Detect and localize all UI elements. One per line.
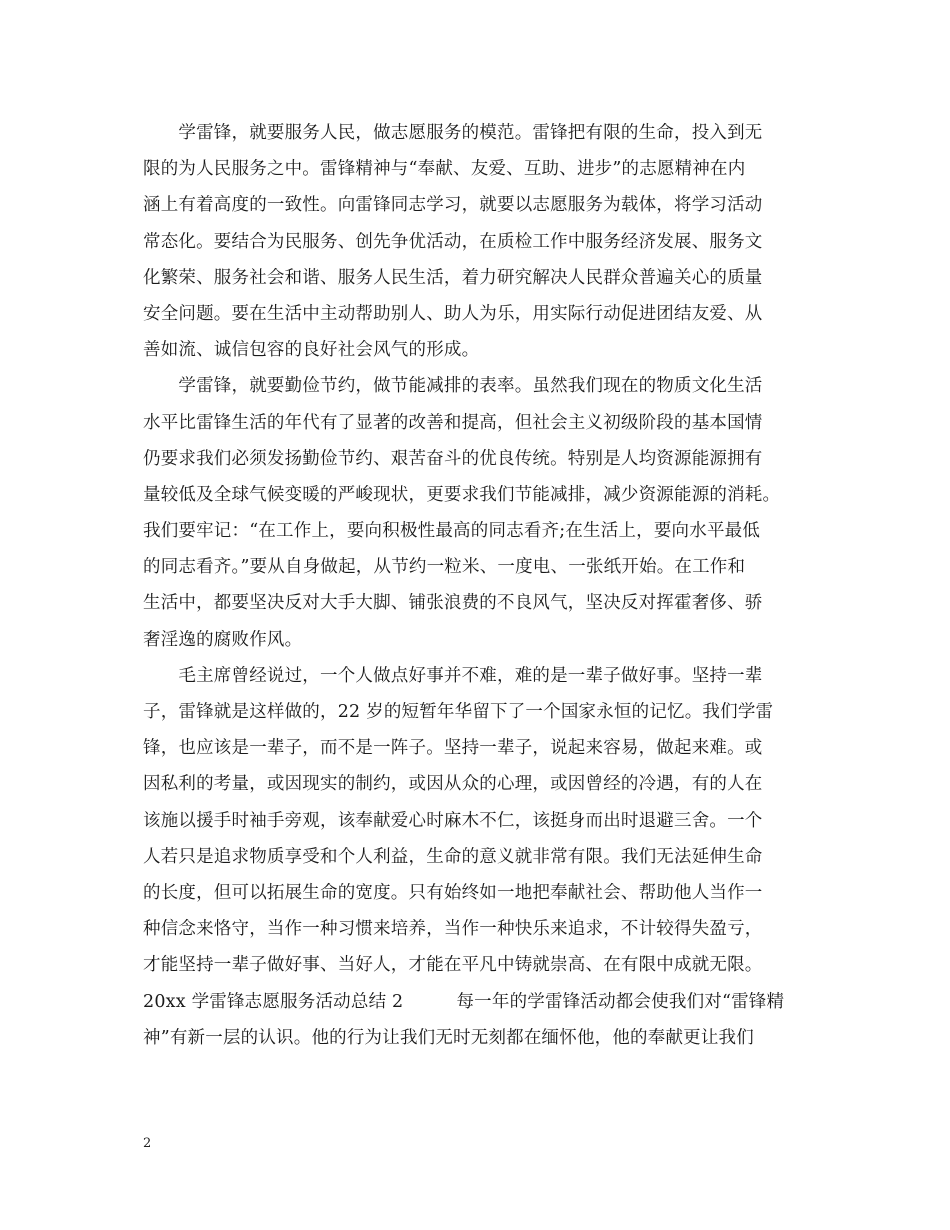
text-line: 涵上有着高度的一致性。向雷锋同志学习，就要以志愿服务为载体，将学习活动 [143,195,763,216]
text-line: 该施以援手时袖手旁观，该奉献爱心时麻木不仁，该挺身而出时退避三舍。一个 [143,810,763,831]
text-line: 才能坚持一辈子做好事、当好人，才能在平凡中铸就崇高、在有限中成就无限。 [143,955,763,976]
text-line: 奢淫逸的腐败作风。 [143,629,303,650]
text-line: 的同志看齐。”要从自身做起，从节约一粒米、一度电、一张纸开始。在工作和 [143,557,746,578]
text-line: 毛主席曾经说过，一个人做点好事并不难，难的是一辈子做好事。坚持一辈 [143,665,763,686]
text-line: 化繁荣、服务社会和谐、服务人民生活，着力研究解决人民群众普遍关心的质量 [143,267,763,288]
text-line: 神”有新一层的认识。他的行为让我们无时无刻都在缅怀他，他的奉献更让我们 [143,1027,754,1048]
text-line: 20xx 学雷锋志愿服务活动总结 2 每一年的学雷锋活动都会使我们对“雷锋精 [143,991,785,1012]
page-number: 2 [143,1136,152,1151]
text-line: 限的为人民服务之中。雷锋精神与“奉献、友爱、互助、进步”的志愿精神在内 [143,159,746,180]
text-line: 学雷锋，就要服务人民，做志愿服务的模范。雷锋把有限的生命，投入到无 [143,123,763,143]
text-line: 人若只是追求物质享受和个人利益，生命的意义就非常有限。我们无法延伸生命 [143,846,763,867]
text-line: 因私利的考量，或因现实的制约，或因从众的心理，或因曾经的冷遇，有的人在 [143,774,763,795]
text-line: 仍要求我们必须发扬勤俭节约、艰苦奋斗的优良传统。特别是人均资源能源拥有 [143,448,763,469]
text-line: 我们要牢记：“在工作上，要向积极性最高的同志看齐;在生活上，要向水平最低 [143,521,761,542]
text-line: 子，雷锋就是这样做的，22 岁的短暂年华留下了一个国家永恒的记忆。我们学雷 [143,702,774,722]
body-text [143,115,808,1056]
text-line: 量较低及全球气候变暖的严峻现状，更要求我们节能减排，减少资源能源的消耗。 [143,484,781,505]
text-line: 安全问题。要在生活中主动帮助别人、助人为乐，用实际行动促进团结友爱、从 [143,303,763,324]
text-line: 常态化。要结合为民服务、创先争优活动，在质检工作中服务经济发展、服务文 [143,231,763,252]
text-line: 种信念来恪守，当作一种习惯来培养，当作一种快乐来追求，不计较得失盈亏， [143,919,763,940]
text-line: 锋，也应该是一辈子，而不是一阵子。坚持一辈子，说起来容易，做起来难。或 [143,738,763,759]
text-line: 学雷锋，就要勤俭节约，做节能减排的表率。虽然我们现在的物质文化生活 [143,376,763,397]
text-line: 善如流、诚信包容的良好社会风气的形成。 [143,340,480,361]
text-line: 水平比雷锋生活的年代有了显著的改善和提高，但社会主义初级阶段的基本国情 [143,412,763,433]
text-line: 生活中，都要坚决反对大手大脚、铺张浪费的不良风气，坚决反对挥霍奢侈、骄 [143,593,763,614]
text-line: 的长度，但可以拓展生命的宽度。只有始终如一地把奉献社会、帮助他人当作一 [143,882,763,903]
